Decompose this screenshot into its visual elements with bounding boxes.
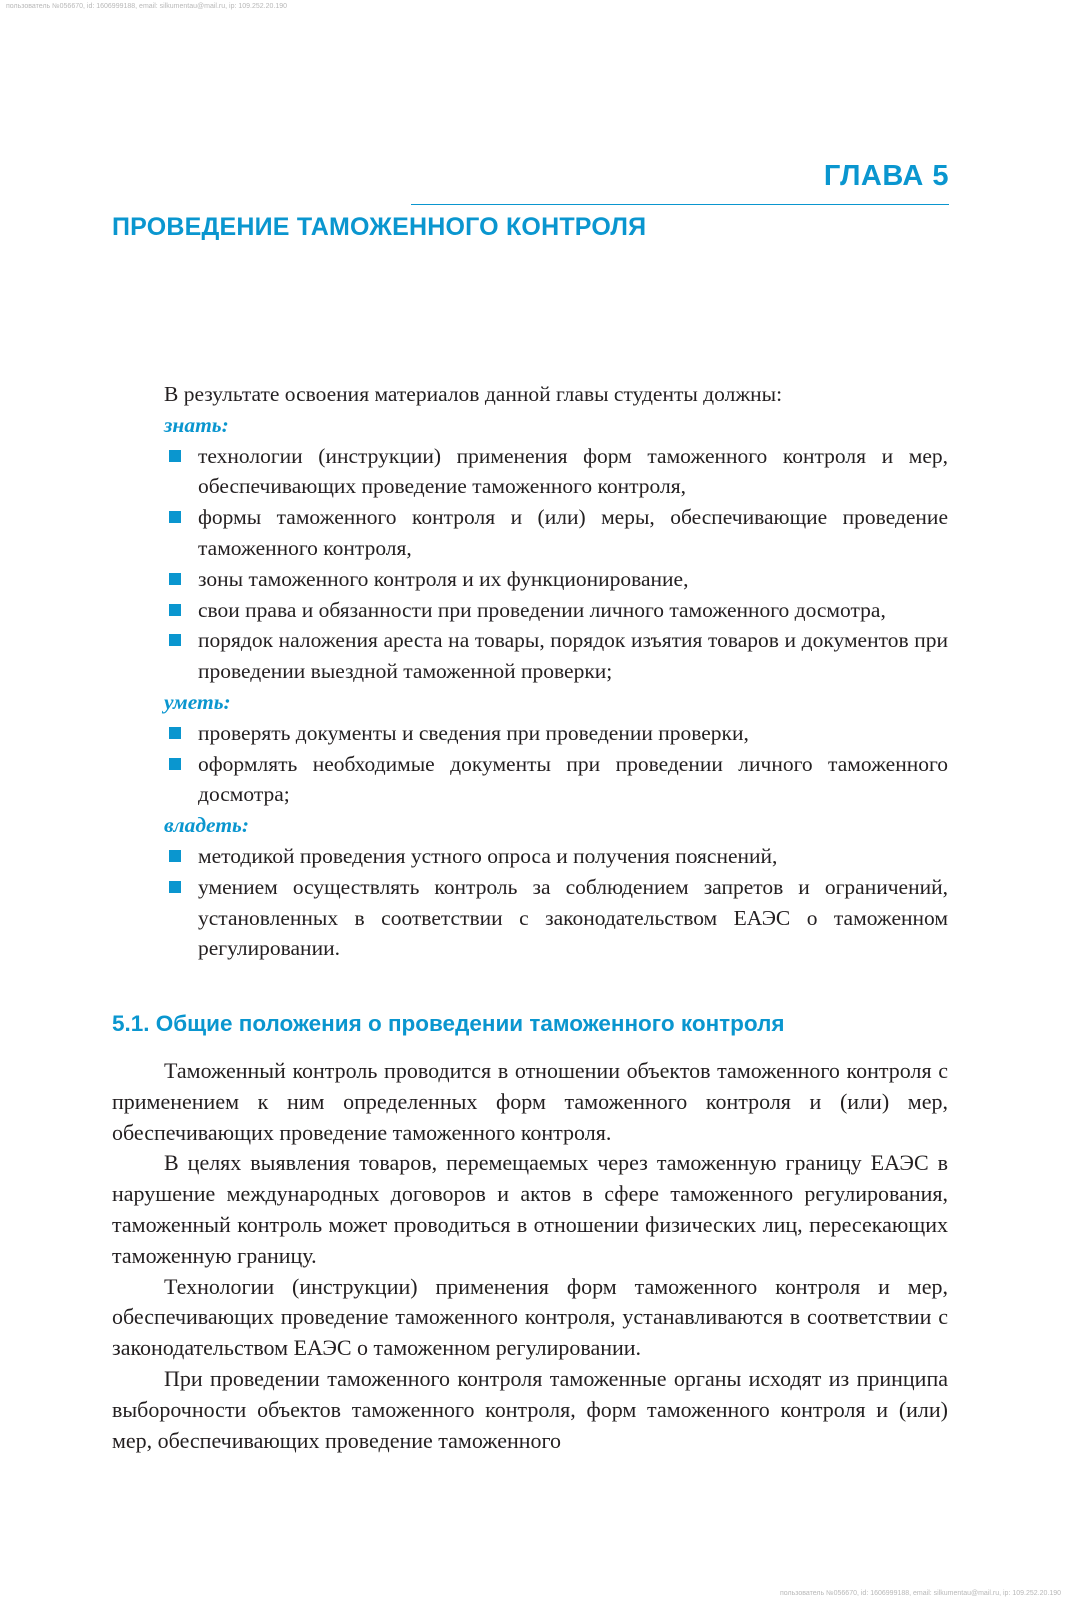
objective-item xyxy=(164,502,948,564)
body-paragraph: В целях выявления товаров, перемещаемых через таможенную границу ЕАЭС в нарушение международных договоров и актов в сфере таможенного регулирования, таможенный контроль может проводиться в отношении физических лиц, пересекающих таможенную границу. xyxy=(112,1150,948,1268)
objective-item xyxy=(164,625,948,687)
objective-item xyxy=(164,749,948,811)
objective-text: свои права и обязанности при проведении личного таможенного досмотра, xyxy=(198,597,886,622)
learning-objectives xyxy=(164,379,948,964)
objectives-list-can xyxy=(164,718,948,810)
square-bullet-icon xyxy=(169,727,181,739)
chapter-title: ПРОВЕДЕНИЕ ТАМОЖЕННОГО КОНТРОЛЯ xyxy=(112,213,647,241)
watermark-bottom: пользователь №056670, id: 1606999188, email: silkumentau@mail.ru, ip: 109.252.20.190 xyxy=(779,1590,1061,1597)
square-bullet-icon xyxy=(169,634,181,646)
chapter-label: ГЛАВА 5 xyxy=(823,160,949,192)
objectives-intro: В результате освоения материалов данной главы студенты должны: xyxy=(164,382,783,406)
objective-text: проверять документы и сведения при проведении проверки, xyxy=(198,720,749,745)
section-heading: 5.1. Общие положения о проведении таможенного контроля xyxy=(112,1011,785,1036)
square-bullet-icon xyxy=(169,881,181,893)
objectives-group-title-master: владеть: xyxy=(164,813,250,838)
body-paragraph: При проведении таможенного контроля таможенные органы исходят из принципа выборочности объектов таможенного контроля, форм таможенного контроля и (или) мер, обеспечивающих проведение таможенного xyxy=(112,1365,948,1453)
objective-item xyxy=(164,718,948,749)
objectives-list-know xyxy=(164,441,948,687)
square-bullet-icon xyxy=(169,511,181,523)
square-bullet-icon xyxy=(169,450,181,462)
objectives-list-master xyxy=(164,841,948,964)
square-bullet-icon xyxy=(169,758,181,770)
body-paragraph: Таможенный контроль проводится в отношении объектов таможенного контроля с применением к ним определенных форм таможенного контроля и (или) мер, обеспечивающих проведение таможенного контроля. xyxy=(112,1058,948,1145)
objective-text: методикой проведения устного опроса и получения пояснений, xyxy=(198,843,778,868)
objective-text: формы таможенного контроля и (или) меры, обеспечивающие проведение таможенного контроля, xyxy=(198,505,948,560)
chapter-rule xyxy=(411,204,949,205)
objective-item xyxy=(164,595,948,626)
objective-text: технологии (инструкции) применения форм таможенного контроля и мер, обеспечивающих проведение таможенного контроля, xyxy=(198,443,948,499)
objective-text: зоны таможенного контроля и их функционирование, xyxy=(198,566,689,591)
objective-item xyxy=(164,872,948,964)
section-body xyxy=(112,1056,948,1456)
objective-text: оформлять необходимые документы при проведении личного таможенного досмотра; xyxy=(198,751,948,807)
objective-text: умением осуществлять контроль за соблюдением запретов и ограничений, установленных в соответствии с законодательством ЕАЭС о таможенном регулировании. xyxy=(198,874,948,961)
objective-text: порядок наложения ареста на товары, порядок изъятия товаров и документов при проведении выездной таможенной проверки; xyxy=(198,628,948,684)
objectives-group-title-can: уметь: xyxy=(164,689,231,714)
objective-item xyxy=(164,564,948,595)
square-bullet-icon xyxy=(169,604,181,616)
square-bullet-icon xyxy=(169,573,181,585)
watermark-top: пользователь №056670, id: 1606999188, email: silkumentau@mail.ru, ip: 109.252.20.190 xyxy=(6,3,288,10)
objective-item xyxy=(164,441,948,503)
body-paragraph: Технологии (инструкции) применения форм таможенного контроля и мер, обеспечивающих проведение таможенного контроля, устанавливаются в соответствии с законодательством ЕАЭС о таможенном регулировании. xyxy=(112,1273,948,1361)
objectives-group-title-know: знать: xyxy=(164,412,229,437)
objective-item xyxy=(164,841,948,872)
square-bullet-icon xyxy=(169,850,181,862)
